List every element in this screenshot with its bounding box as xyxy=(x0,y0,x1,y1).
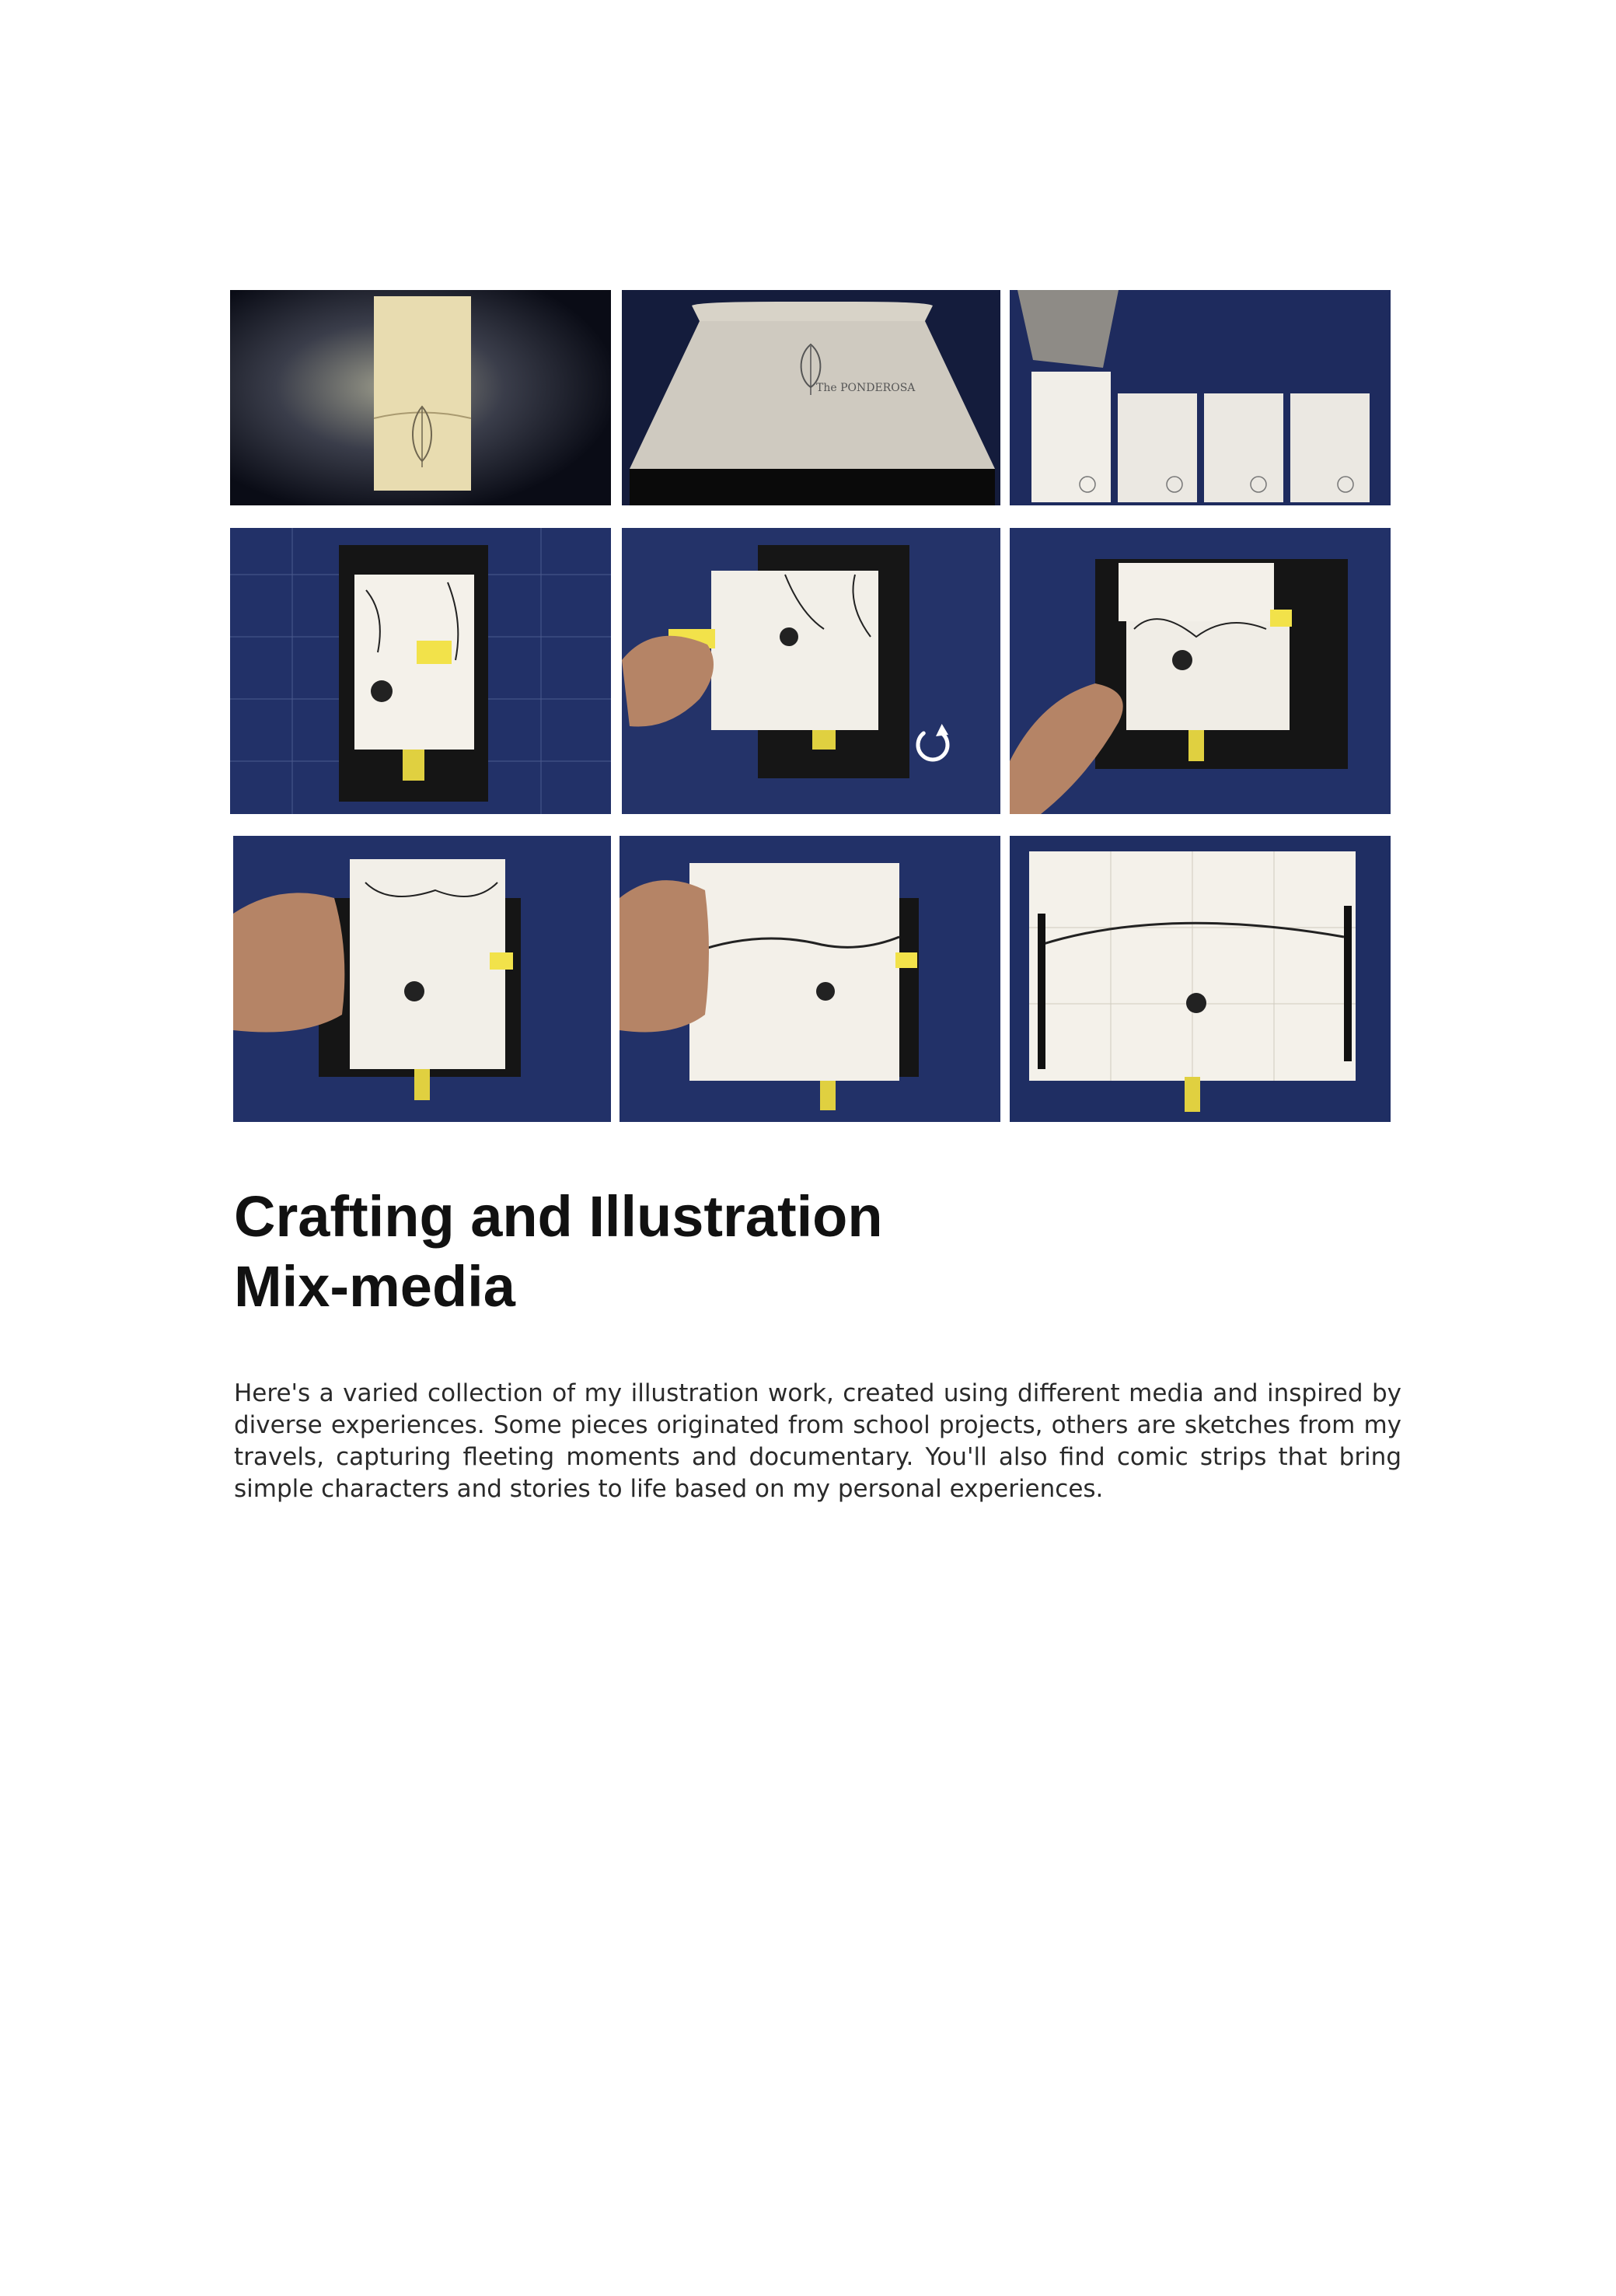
page-title xyxy=(234,1182,883,1322)
description-paragraph: Here's a varied collection of my illustration work, created using different media and inspired by diverse experiences. Some pieces originated from school projects, others are sketches from my travels, capturing fleeting moments and documentary. You'll also find comic strips that bring simple characters and stories to life based on my personal experiences. xyxy=(234,1379,1401,1503)
unfolding-step-2-photo xyxy=(1010,528,1391,814)
title-line-1: Crafting and Illustration xyxy=(234,1184,883,1249)
sealed-booklet-photo xyxy=(230,290,611,505)
title-line-2: Mix-media xyxy=(234,1254,515,1319)
booklet-cover-closeup-photo xyxy=(622,290,1000,505)
unfolding-step-1-photo xyxy=(622,528,1000,814)
booklet-pages-laid-out-photo xyxy=(1010,290,1391,505)
folded-illustration-photo xyxy=(230,528,611,814)
photo-grid xyxy=(0,0,1616,1135)
unfolding-step-3-photo xyxy=(233,836,611,1122)
unfolding-step-4-photo xyxy=(620,836,1000,1122)
cover-title-text: The PONDEROSA xyxy=(816,382,916,394)
fully-unfolded-illustration-photo xyxy=(1010,836,1391,1122)
